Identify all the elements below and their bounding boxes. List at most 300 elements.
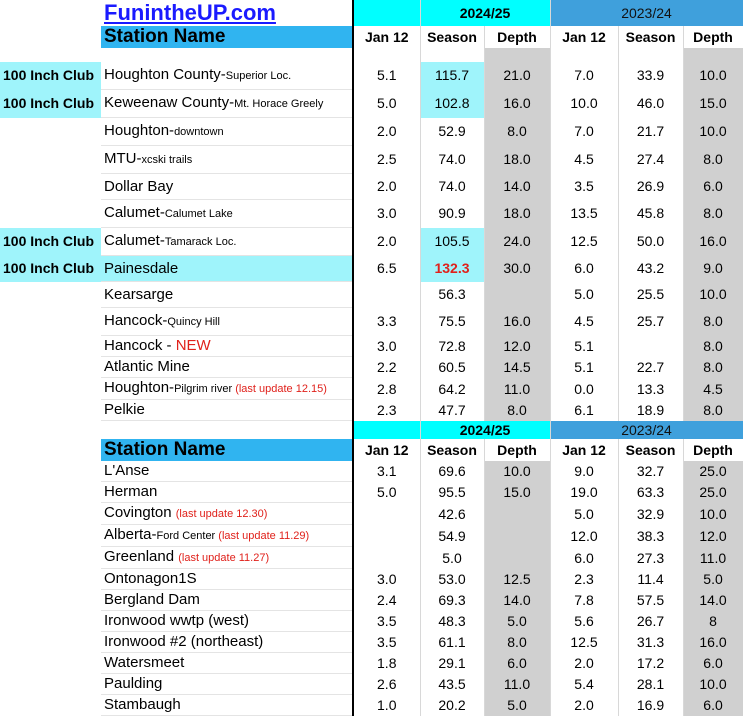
value-jan12-previous [550, 228, 618, 256]
value-jan12-current [353, 569, 420, 590]
value-jan12-current [353, 482, 420, 503]
value-depth-current [484, 525, 550, 547]
value-depth-previous [683, 200, 743, 228]
value-depth-current [484, 90, 550, 118]
col-header-depth-current: Depth [484, 26, 550, 48]
station-name-cell [101, 482, 353, 503]
value-season-previous [618, 357, 683, 378]
value-depth-previous [683, 90, 743, 118]
table-row [0, 547, 743, 569]
value-depth-previous [683, 228, 743, 256]
station-name-cell [101, 336, 353, 357]
table-row [0, 228, 743, 256]
value-depth-previous [683, 503, 743, 525]
value-season-previous [618, 174, 683, 200]
value-text: 14.0 [699, 592, 727, 608]
value-season-previous [618, 308, 683, 336]
station-name: Houghton- [104, 122, 175, 139]
value-text: 5.0 [377, 95, 397, 111]
value-season-current [420, 569, 484, 590]
value-text: 30.0 [503, 260, 531, 276]
value-text: 61.1 [438, 634, 466, 650]
value-season-previous [618, 695, 683, 716]
value-text: 13.3 [636, 380, 665, 397]
value-season-previous [618, 336, 683, 357]
value-text: 3.1 [377, 463, 397, 480]
value-jan12-current [353, 146, 420, 174]
value-season-current [420, 590, 484, 611]
value-season-previous [618, 62, 683, 90]
season-previous-header: 2023/24 [550, 0, 743, 26]
club-badge [0, 378, 101, 400]
station-name: Ironwood #2 (northeast) [104, 633, 264, 650]
club-badge [0, 357, 101, 378]
station-location: xcski trails [141, 154, 193, 166]
value-jan12-previous [550, 695, 618, 716]
site-link[interactable]: FunintheUP.com [104, 0, 276, 25]
value-text: 12.0 [570, 527, 598, 544]
value-text: 19.0 [570, 484, 598, 500]
value-depth-previous [683, 357, 743, 378]
table-row [0, 308, 743, 336]
value-text: 13.5 [570, 205, 598, 221]
value-season-previous [618, 590, 683, 611]
empty-cell [0, 547, 101, 569]
value-text: 5.0 [574, 286, 594, 302]
empty-cell [0, 0, 101, 26]
value-text: 47.7 [438, 402, 466, 418]
col-header-season-previous: Season [618, 439, 683, 461]
value-depth-current [484, 357, 550, 378]
value-jan12-previous [550, 503, 618, 525]
value-text: 2.8 [377, 380, 397, 397]
value-text: 115.7 [435, 67, 469, 84]
value-text: 3.0 [377, 205, 397, 221]
value-depth-current [484, 282, 550, 308]
station-name-cell [101, 256, 353, 282]
value-text: 45.8 [636, 205, 665, 221]
value-text: 18.9 [636, 402, 665, 418]
value-text: 4.5 [574, 313, 594, 329]
value-depth-previous [683, 525, 743, 547]
station-name-cell [101, 632, 353, 653]
club-badge [0, 282, 101, 308]
club-badge: 100 Inch Club [0, 90, 101, 118]
value-text: 3.5 [574, 178, 594, 194]
empty-cell [0, 461, 101, 482]
value-season-previous [618, 378, 683, 400]
value-season-previous [618, 118, 683, 146]
value-jan12-current [353, 174, 420, 200]
value-text: 10.0 [699, 123, 727, 139]
value-text: 2.6 [377, 676, 397, 692]
value-jan12-current [353, 308, 420, 336]
col-header-season-current: Season [420, 439, 484, 461]
value-text: 27.3 [636, 549, 665, 566]
value-jan12-previous [550, 547, 618, 569]
value-text: 3.0 [377, 571, 397, 587]
value-text: 3.3 [377, 313, 397, 329]
station-name: Calumet- [104, 232, 165, 249]
year-band-left [353, 421, 420, 440]
value-text: 53.0 [438, 571, 466, 587]
value-text: 2.3 [377, 402, 397, 418]
value-depth-current [484, 336, 550, 357]
value-jan12-current [353, 461, 420, 482]
value-depth-previous [683, 378, 743, 400]
value-text: 5.1 [574, 338, 594, 354]
value-text: 2.0 [574, 655, 594, 671]
station-name-cell [101, 503, 353, 525]
table-row [0, 174, 743, 200]
value-text: 16.0 [503, 313, 531, 329]
col-header-depth-previous: Depth [683, 439, 743, 461]
value-text: 12.5 [570, 634, 598, 650]
value-text: 54.9 [438, 527, 466, 544]
value-jan12-current [353, 503, 420, 525]
value-depth-current [484, 547, 550, 569]
value-depth-current [484, 256, 550, 282]
value-text: 2.0 [377, 178, 397, 194]
value-text: 64.2 [438, 380, 466, 397]
station-name: Kearsarge [104, 286, 174, 303]
empty-cell [0, 421, 101, 440]
value-season-previous [618, 653, 683, 674]
season-previous-header: 2023/24 [550, 421, 743, 440]
value-depth-current [484, 503, 550, 525]
value-depth-previous [683, 590, 743, 611]
col-header-jan12-current: Jan 12 [353, 26, 420, 48]
season-current-header: 2024/25 [420, 0, 550, 26]
club-badge: 100 Inch Club [0, 62, 101, 90]
value-text: 42.6 [438, 505, 466, 522]
value-jan12-current [353, 357, 420, 378]
value-text: 10.0 [699, 505, 727, 522]
value-jan12-current [353, 200, 420, 228]
station-name: Hancock- [104, 312, 168, 329]
value-jan12-current [353, 282, 420, 308]
station-name: Ontonagon1S [104, 570, 197, 587]
station-location: downtown [174, 126, 224, 138]
station-name-cell [101, 62, 353, 90]
value-text: 5.0 [703, 571, 723, 587]
value-text: 31.3 [636, 634, 665, 650]
station-name-cell [101, 90, 353, 118]
value-depth-current [484, 653, 550, 674]
value-text: 14.0 [503, 592, 531, 608]
value-season-current [420, 400, 484, 421]
value-season-current [420, 695, 484, 716]
table-row [0, 590, 743, 611]
value-text: 132.3 [434, 260, 470, 276]
value-season-previous [618, 632, 683, 653]
value-text: 105.5 [434, 233, 470, 249]
value-season-previous [618, 90, 683, 118]
value-text: 29.1 [438, 655, 466, 671]
value-text: 8.0 [703, 313, 723, 329]
value-text: 2.5 [377, 151, 397, 167]
value-depth-previous [683, 118, 743, 146]
value-text: 52.9 [438, 123, 466, 139]
value-text: 16.0 [503, 95, 531, 111]
value-text: 11.0 [699, 549, 727, 566]
station-name-header: Station Name [101, 439, 353, 461]
station-name: Houghton- [104, 379, 175, 396]
station-name: MTU- [104, 150, 142, 167]
value-text: 25.7 [636, 313, 665, 329]
station-location: Mt. Horace Greely [234, 98, 324, 110]
value-jan12-previous [550, 590, 618, 611]
value-text: 26.7 [636, 613, 665, 629]
spacer-cell [420, 48, 484, 62]
value-text: 6.1 [574, 402, 594, 418]
club-badge [0, 400, 101, 421]
station-name-cell [101, 611, 353, 632]
value-text: 8.0 [507, 402, 527, 418]
station-name-cell [101, 400, 353, 421]
value-text: 90.9 [438, 205, 466, 221]
value-text: 2.3 [574, 571, 594, 587]
empty-cell [0, 503, 101, 525]
value-text: 43.2 [636, 260, 665, 276]
value-season-current [420, 118, 484, 146]
value-text: 22.7 [636, 359, 665, 375]
value-text: 8.0 [703, 338, 723, 354]
value-jan12-current [353, 611, 420, 632]
table-row [0, 62, 743, 90]
value-text: 25.5 [636, 286, 665, 302]
value-text: 5.1 [377, 67, 397, 84]
value-season-current [420, 200, 484, 228]
value-jan12-previous [550, 200, 618, 228]
table-row [0, 525, 743, 547]
value-text: 17.2 [636, 655, 665, 671]
value-text: 74.0 [438, 151, 466, 167]
spacer-cell [101, 48, 353, 62]
empty-cell [0, 611, 101, 632]
station-name: Stambaugh [104, 696, 181, 713]
station-name: Keweenaw County- [104, 94, 235, 111]
value-text: 33.9 [636, 67, 665, 84]
value-season-previous [618, 547, 683, 569]
value-season-current [420, 90, 484, 118]
value-jan12-current [353, 90, 420, 118]
value-text: 8.0 [703, 205, 723, 221]
col-header-jan12-current: Jan 12 [353, 439, 420, 461]
value-depth-current [484, 482, 550, 503]
section2-header-row [0, 439, 743, 461]
value-season-previous [618, 400, 683, 421]
value-jan12-previous [550, 308, 618, 336]
value-text: 1.8 [377, 655, 397, 671]
station-name: Dollar Bay [104, 178, 174, 195]
value-text: 12.5 [570, 233, 598, 249]
value-text: 2.2 [377, 359, 397, 375]
empty-cell [101, 421, 353, 440]
value-depth-previous [683, 336, 743, 357]
table-row [0, 357, 743, 378]
value-jan12-previous [550, 525, 618, 547]
value-text: 18.0 [503, 151, 531, 167]
table-row [0, 569, 743, 590]
value-text: 6.0 [574, 260, 594, 276]
value-text: 32.9 [636, 505, 665, 522]
club-badge [0, 336, 101, 357]
empty-cell [0, 482, 101, 503]
value-season-current [420, 525, 484, 547]
value-text: 56.3 [438, 286, 466, 302]
club-badge [0, 308, 101, 336]
value-text: 10.0 [699, 676, 727, 692]
value-text: 7.8 [574, 592, 594, 608]
station-name: Houghton County- [104, 66, 226, 83]
value-jan12-previous [550, 62, 618, 90]
value-text: 57.5 [636, 592, 665, 608]
value-jan12-previous [550, 632, 618, 653]
station-name-cell [101, 653, 353, 674]
new-badge: NEW [175, 337, 211, 354]
station-name: Paulding [104, 675, 163, 692]
season-current-header: 2024/25 [420, 421, 550, 440]
station-name: Pelkie [104, 401, 145, 418]
table-row [0, 503, 743, 525]
value-jan12-current [353, 547, 420, 569]
value-season-current [420, 336, 484, 357]
value-text: 69.6 [438, 463, 466, 480]
value-text: 2.0 [377, 233, 397, 249]
value-text: 8.0 [507, 123, 527, 139]
value-depth-current [484, 632, 550, 653]
value-jan12-previous [550, 674, 618, 695]
value-text: 60.5 [438, 359, 466, 375]
value-text: 0.0 [574, 380, 594, 397]
value-text: 3.5 [377, 634, 397, 650]
value-text: 15.0 [503, 484, 531, 500]
value-text: 2.0 [377, 123, 397, 139]
club-badge: 100 Inch Club [0, 256, 101, 282]
value-season-current [420, 357, 484, 378]
value-season-previous [618, 611, 683, 632]
station-name: Ironwood wwtp (west) [104, 612, 250, 629]
station-location: Tamarack Loc. [164, 236, 237, 248]
value-text: 12.0 [503, 338, 531, 354]
empty-cell [0, 26, 101, 48]
value-depth-previous [683, 308, 743, 336]
value-jan12-current [353, 525, 420, 547]
value-text: 12.0 [699, 527, 727, 544]
station-name: Painesdale [104, 260, 179, 277]
station-name: Greenland [104, 548, 179, 565]
table-row [0, 482, 743, 503]
station-name-cell [101, 695, 353, 716]
value-text: 3.5 [377, 613, 397, 629]
value-text: 32.7 [636, 463, 665, 480]
station-name: L'Anse [104, 462, 150, 479]
value-text: 8.0 [703, 359, 723, 375]
station-name-cell [101, 461, 353, 482]
club-badge: 100 Inch Club [0, 228, 101, 256]
value-text: 7.0 [574, 123, 594, 139]
value-text: 3.0 [377, 338, 397, 354]
table-row [0, 400, 743, 421]
table-row [0, 695, 743, 716]
table-row [0, 200, 743, 228]
value-season-current [420, 674, 484, 695]
station-name-cell [101, 525, 353, 547]
value-depth-previous [683, 62, 743, 90]
value-text: 21.0 [503, 67, 531, 84]
col-header-depth-previous: Depth [683, 26, 743, 48]
value-text: 46.0 [636, 95, 665, 111]
empty-cell [0, 632, 101, 653]
value-jan12-current [353, 590, 420, 611]
table-row [0, 461, 743, 482]
value-season-current [420, 308, 484, 336]
value-jan12-previous [550, 611, 618, 632]
station-name-cell [101, 308, 353, 336]
station-name-cell [101, 174, 353, 200]
value-depth-previous [683, 653, 743, 674]
value-jan12-current [353, 336, 420, 357]
station-name: Bergland Dam [104, 591, 200, 608]
station-location: Calumet Lake [164, 208, 233, 220]
value-text: 69.3 [438, 592, 466, 608]
value-text: 28.1 [636, 676, 665, 692]
value-depth-previous [683, 400, 743, 421]
value-text: 2.4 [377, 592, 397, 608]
station-location: Quincy Hill [167, 316, 220, 328]
value-depth-previous [683, 482, 743, 503]
value-text: 8.0 [703, 402, 723, 418]
empty-cell [0, 569, 101, 590]
value-text: 5.0 [574, 505, 594, 522]
club-badge [0, 174, 101, 200]
value-text: 63.3 [636, 484, 665, 500]
value-depth-previous [683, 461, 743, 482]
value-season-previous [618, 282, 683, 308]
value-text: 27.4 [636, 151, 665, 167]
station-location: Superior Loc. [225, 70, 292, 82]
value-season-current [420, 174, 484, 200]
station-name: Watersmeet [104, 654, 185, 671]
spacer-cell [353, 48, 420, 62]
value-season-current [420, 461, 484, 482]
value-text: 5.0 [442, 549, 462, 566]
value-text: 95.5 [438, 484, 466, 500]
table-row [0, 146, 743, 174]
value-season-previous [618, 674, 683, 695]
empty-cell [0, 590, 101, 611]
col-header-season-current: Season [420, 26, 484, 48]
value-text: 26.9 [636, 178, 665, 194]
value-text: 8 [709, 613, 717, 629]
value-season-current [420, 378, 484, 400]
value-jan12-previous [550, 282, 618, 308]
value-season-previous [618, 503, 683, 525]
value-jan12-previous [550, 90, 618, 118]
value-depth-current [484, 378, 550, 400]
value-text: 10.0 [699, 67, 727, 84]
value-text: 6.0 [703, 655, 723, 671]
value-text: 16.0 [699, 634, 727, 650]
value-jan12-previous [550, 482, 618, 503]
value-season-previous [618, 228, 683, 256]
value-text: 11.0 [503, 380, 531, 397]
value-jan12-previous [550, 256, 618, 282]
value-text: 50.0 [636, 233, 665, 249]
table-row [0, 674, 743, 695]
station-name: Herman [104, 483, 158, 500]
